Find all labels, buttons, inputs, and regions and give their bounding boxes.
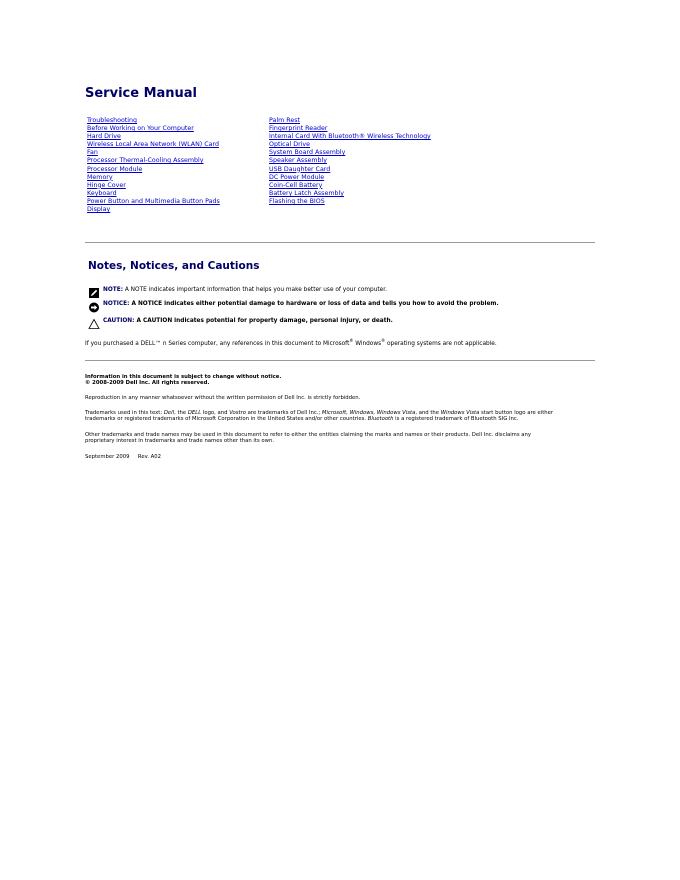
note-row — [88, 284, 387, 296]
toc-link-display[interactable]: Display — [87, 206, 111, 214]
toc-item — [87, 113, 220, 124]
dell-n-series-note: If you purchased a DELL™ n Series computer, any references in this document to Microsoft® Windows® operating systems are not applicable. — [85, 338, 497, 347]
caution-triangle-icon — [88, 315, 100, 327]
release-date: September 2009 — [85, 454, 130, 460]
page-title: Service Manual — [85, 86, 198, 101]
change-notice: Information in this document is subject to change without notice. © 2008-2009 Dell Inc. All rights reserved. — [85, 374, 282, 387]
toc-item — [87, 137, 220, 149]
toc-item — [87, 178, 220, 189]
toc-item — [269, 170, 431, 181]
toc-link-optical-drive[interactable]: Optical Drive — [269, 141, 311, 149]
toc-item — [269, 145, 431, 157]
toc-right-column — [269, 113, 431, 205]
toc-link-processor-cooling[interactable]: Processor Thermal-Cooling Assembly — [87, 157, 204, 165]
note-label: NOTE: — [103, 287, 124, 293]
toc-link-power-button[interactable]: Power Button and Multimedia Button Pads — [87, 197, 220, 205]
notes-heading: Notes, Notices, and Cautions — [88, 260, 260, 272]
notice-text: A NOTICE indicates either potential damage to hardware or loss of data and tells you how to avoid the problem. — [129, 301, 499, 307]
toc-item — [269, 113, 431, 124]
toc-item — [87, 121, 220, 133]
toc-link-usb-daughter-card[interactable]: USB Daughter Card — [269, 165, 331, 173]
toc-link-memory[interactable]: Memory — [87, 173, 113, 181]
toc-link-bluetooth-card[interactable]: Internal Card With Bluetooth® Wireless Technology — [269, 133, 431, 141]
section-divider — [85, 242, 595, 243]
toc-link-hinge-cover[interactable]: Hinge Cover — [87, 181, 126, 189]
toc-item — [87, 186, 220, 197]
reproduction-notice: Reproduction in any manner whatsoever without the written permission of Dell Inc. is strictly forbidden. — [85, 395, 361, 401]
toc-link-hard-drive[interactable]: Hard Drive — [87, 133, 121, 141]
toc-item — [269, 186, 431, 197]
toc-left-column — [87, 113, 220, 214]
toc-link-dc-power-module[interactable]: DC Power Module — [269, 173, 325, 181]
toc-link-keyboard[interactable]: Keyboard — [87, 189, 117, 197]
toc-link-system-board[interactable]: System Board Assembly — [269, 149, 346, 157]
toc-link-fingerprint-reader[interactable]: Fingerprint Reader — [269, 125, 328, 133]
toc-link-processor-module[interactable]: Processor Module — [87, 165, 143, 173]
toc-item — [87, 170, 220, 181]
toc-item — [269, 194, 431, 205]
toc-item — [269, 178, 431, 189]
notice-label: NOTICE: — [103, 301, 130, 307]
note-text: A NOTE indicates important information that helps you make better use of your computer. — [123, 287, 387, 293]
toc-link-flashing-bios[interactable]: Flashing the BIOS — [269, 197, 325, 205]
toc-link-coin-cell-battery[interactable]: Coin-Cell Battery — [269, 181, 323, 189]
note-pencil-icon — [88, 284, 100, 296]
toc-item — [87, 194, 220, 205]
notice-hand-icon — [88, 298, 100, 310]
legal-divider — [85, 360, 595, 361]
caution-row — [88, 315, 393, 327]
toc-link-wlan-card[interactable]: Wireless Local Area Network (WLAN) Card — [87, 141, 219, 149]
notice-row — [88, 298, 499, 310]
toc-item — [269, 153, 431, 165]
toc-link-speaker-assembly[interactable]: Speaker Assembly — [269, 157, 327, 165]
revision-info — [85, 454, 161, 460]
toc-link-fan[interactable]: Fan — [87, 149, 98, 157]
toc-link-troubleshooting[interactable]: Troubleshooting — [87, 117, 138, 124]
trademark-notice: Trademarks used in this text: Dell, the DELL logo, and Vostro are trademarks of Dell Inc.; Microsoft, Windows, Windows Vista, and the Windows Vista start button logo are either trademarks or registered trademarks of Microsoft Corporation in the United States and/or other countries. Bluetooth is a registered trademark of Bluetooth SIG Inc. — [85, 410, 554, 423]
toc-link-before-working[interactable]: Before Working on Your Computer — [87, 125, 194, 133]
toc-item — [269, 162, 431, 173]
revision-number: Rev. A02 — [137, 454, 162, 460]
toc-item — [269, 129, 431, 141]
toc-item — [87, 153, 220, 165]
caution-text: A CAUTION indicates potential for property damage, personal injury, or death. — [134, 318, 393, 324]
caution-label: CAUTION: — [103, 318, 135, 324]
toc-link-battery-latch[interactable]: Battery Latch Assembly — [269, 189, 344, 197]
toc-link-palm-rest[interactable]: Palm Rest — [269, 117, 300, 124]
toc-item — [269, 121, 431, 133]
other-trademarks-notice: Other trademarks and trade names may be used in this document to refer to either the entities claiming the marks and names or their products. Dell Inc. disclaims any proprietary interest in trademarks and trade names other than its own. — [85, 432, 532, 445]
